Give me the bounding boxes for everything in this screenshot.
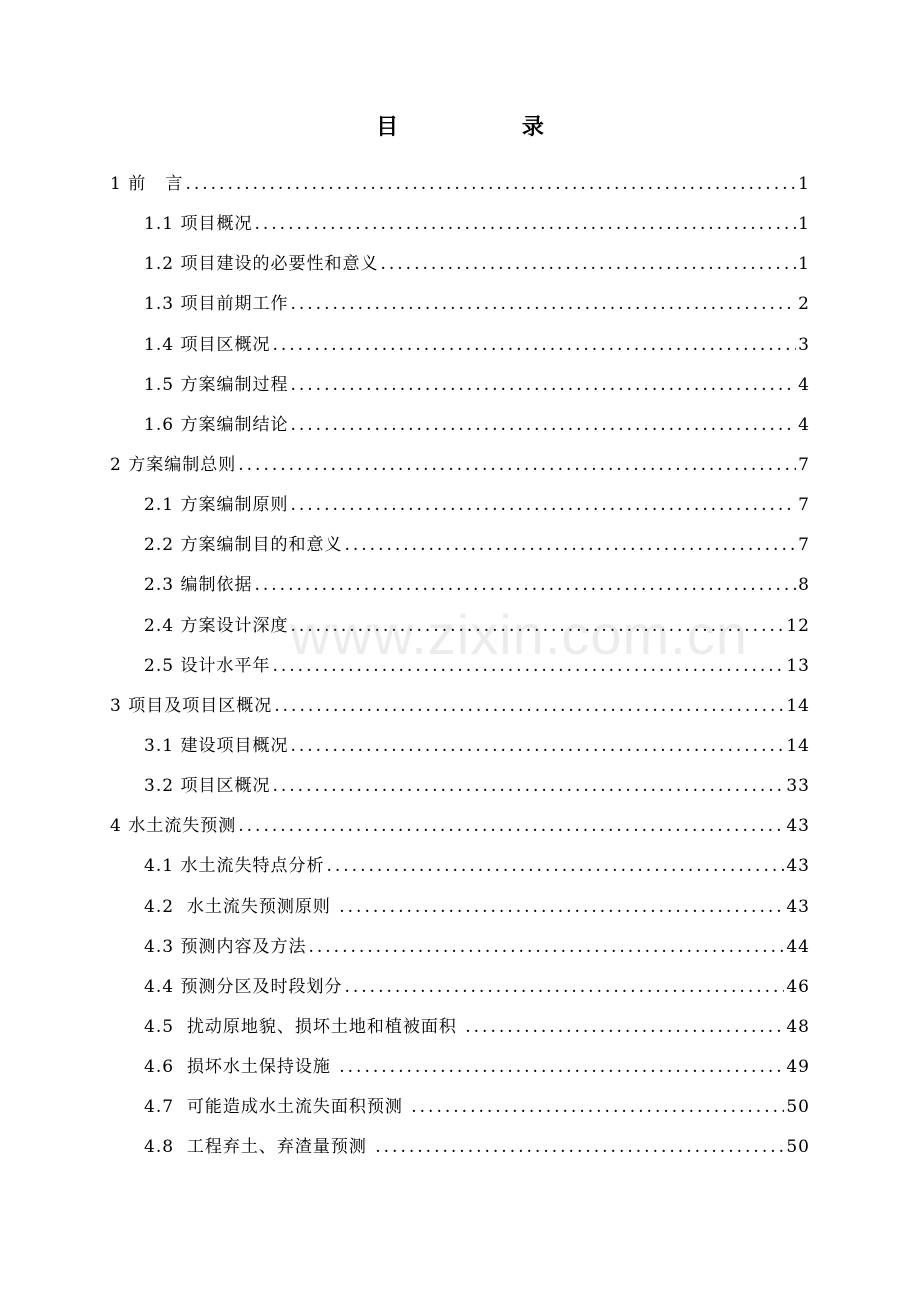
toc-entry[interactable] bbox=[110, 846, 810, 886]
toc-entry-page: 1 bbox=[798, 174, 810, 194]
toc-entry[interactable] bbox=[110, 445, 810, 485]
toc-entry-page: 2 bbox=[798, 294, 810, 315]
toc-entry[interactable] bbox=[110, 1047, 810, 1087]
toc-dot-leader bbox=[254, 204, 796, 244]
toc-entry-label: 2.2 方案编制目的和意义 bbox=[144, 535, 343, 556]
toc-dot-leader bbox=[272, 766, 784, 806]
toc-entry-page: 7 bbox=[798, 535, 810, 556]
toc-dot-leader bbox=[465, 1007, 784, 1047]
toc-dot-leader bbox=[238, 806, 784, 846]
toc-dot-leader bbox=[411, 1087, 784, 1127]
toc-entry[interactable] bbox=[110, 525, 810, 565]
toc-entry[interactable] bbox=[110, 365, 810, 405]
toc-entry-label: 3.2 项目区概况 bbox=[144, 776, 271, 797]
toc-entry-label: 2.5 设计水平年 bbox=[144, 655, 271, 676]
toc-entry[interactable] bbox=[110, 565, 810, 605]
toc-entry-label: 1.6 方案编制结论 bbox=[144, 414, 289, 435]
toc-entry-page: 43 bbox=[786, 856, 810, 877]
toc-entry-label: 4.7 可能造成水土流失面积预测 bbox=[144, 1097, 410, 1118]
toc-dot-leader bbox=[290, 365, 796, 405]
table-of-contents bbox=[110, 164, 810, 1168]
toc-dot-leader bbox=[375, 1127, 784, 1167]
toc-entry[interactable] bbox=[110, 204, 810, 244]
toc-entry[interactable] bbox=[110, 244, 810, 284]
toc-entry-page: 3 bbox=[798, 334, 810, 355]
toc-entry-label: 2 方案编制总则 bbox=[110, 454, 237, 475]
toc-dot-leader bbox=[339, 887, 784, 927]
toc-entry-label: 4.2 水土流失预测原则 bbox=[144, 896, 338, 917]
toc-entry-label: 1.4 项目区概况 bbox=[144, 334, 271, 355]
toc-entry-page: 50 bbox=[786, 1137, 810, 1158]
toc-entry[interactable] bbox=[110, 726, 810, 766]
toc-dot-leader bbox=[326, 846, 784, 886]
toc-entry[interactable] bbox=[110, 405, 810, 445]
toc-entry-page: 43 bbox=[786, 816, 810, 837]
toc-entry-label: 1.1 项目概况 bbox=[144, 214, 253, 235]
toc-entry-label: 2.1 方案编制原则 bbox=[144, 495, 289, 516]
toc-entry-page: 8 bbox=[798, 575, 810, 596]
toc-entry[interactable] bbox=[110, 806, 810, 846]
toc-entry[interactable] bbox=[110, 686, 810, 726]
toc-entry-page: 43 bbox=[786, 896, 810, 917]
toc-entry-label: 1.3 项目前期工作 bbox=[144, 294, 289, 315]
toc-dot-leader bbox=[380, 244, 796, 284]
toc-dot-leader bbox=[290, 284, 796, 324]
toc-dot-leader bbox=[290, 726, 784, 766]
toc-entry-page: 12 bbox=[786, 615, 810, 636]
toc-entry-page: 48 bbox=[786, 1016, 810, 1037]
toc-entry[interactable] bbox=[110, 766, 810, 806]
toc-entry-label: 4.5 扰动原地貌、损坏土地和植被面积 bbox=[144, 1016, 464, 1037]
toc-entry-label: 1.2 项目建设的必要性和意义 bbox=[144, 254, 379, 275]
toc-entry[interactable] bbox=[110, 1127, 810, 1167]
toc-dot-leader bbox=[344, 525, 796, 565]
toc-dot-leader bbox=[238, 445, 796, 485]
toc-dot-leader bbox=[272, 646, 784, 686]
toc-entry-page: 4 bbox=[798, 414, 810, 435]
toc-dot-leader bbox=[272, 325, 796, 365]
toc-dot-leader bbox=[254, 565, 796, 605]
toc-entry-label: 3.1 建设项目概况 bbox=[144, 735, 289, 756]
toc-entry-label: 1.5 方案编制过程 bbox=[144, 374, 289, 395]
toc-entry-label: 4.1 水土流失特点分析 bbox=[144, 856, 325, 877]
toc-entry-page: 33 bbox=[786, 776, 810, 797]
toc-entry-page: 1 bbox=[798, 214, 810, 235]
toc-entry-label: 3 项目及项目区概况 bbox=[110, 695, 273, 716]
toc-entry[interactable] bbox=[110, 325, 810, 365]
toc-entry-page: 44 bbox=[786, 936, 810, 957]
toc-entry-page: 50 bbox=[786, 1097, 810, 1118]
toc-entry-label: 1 前 言 bbox=[110, 174, 184, 194]
toc-entry[interactable] bbox=[110, 284, 810, 324]
toc-entry[interactable] bbox=[110, 1087, 810, 1127]
toc-entry[interactable] bbox=[110, 646, 810, 686]
toc-dot-leader bbox=[308, 927, 784, 967]
toc-entry-page: 46 bbox=[786, 976, 810, 997]
toc-entry-page: 4 bbox=[798, 374, 810, 395]
toc-dot-leader bbox=[185, 164, 796, 204]
toc-entry-page: 7 bbox=[798, 495, 810, 516]
toc-entry-label: 4.6 损坏水土保持设施 bbox=[144, 1057, 338, 1078]
toc-entry-page: 14 bbox=[786, 735, 810, 756]
toc-dot-leader bbox=[274, 686, 784, 726]
toc-entry[interactable] bbox=[110, 927, 810, 967]
toc-dot-leader bbox=[290, 606, 784, 646]
watermark: www.zixin.com.cn bbox=[290, 603, 748, 666]
toc-dot-leader bbox=[344, 967, 784, 1007]
toc-entry-page: 13 bbox=[786, 655, 810, 676]
toc-entry-label: 4.3 预测内容及方法 bbox=[144, 936, 307, 957]
toc-entry-label: 4.4 预测分区及时段划分 bbox=[144, 976, 343, 997]
toc-entry[interactable] bbox=[110, 164, 810, 204]
toc-entry-label: 2.3 编制依据 bbox=[144, 575, 253, 596]
toc-entry[interactable] bbox=[110, 485, 810, 525]
page-title: 目 录 bbox=[376, 114, 602, 140]
toc-dot-leader bbox=[290, 405, 796, 445]
toc-entry-page: 1 bbox=[798, 254, 810, 275]
toc-entry-label: 2.4 方案设计深度 bbox=[144, 615, 289, 636]
toc-entry-label: 4 水土流失预测 bbox=[110, 816, 237, 837]
toc-entry[interactable] bbox=[110, 1007, 810, 1047]
toc-entry[interactable] bbox=[110, 887, 810, 927]
toc-entry[interactable] bbox=[110, 967, 810, 1007]
toc-entry-page: 7 bbox=[798, 454, 810, 475]
toc-entry-label: 4.8 工程弃土、弃渣量预测 bbox=[144, 1137, 374, 1158]
toc-entry-page: 49 bbox=[786, 1057, 810, 1078]
toc-entry[interactable] bbox=[110, 606, 810, 646]
toc-dot-leader bbox=[290, 485, 796, 525]
toc-dot-leader bbox=[339, 1047, 784, 1087]
toc-entry-page: 14 bbox=[786, 695, 810, 716]
